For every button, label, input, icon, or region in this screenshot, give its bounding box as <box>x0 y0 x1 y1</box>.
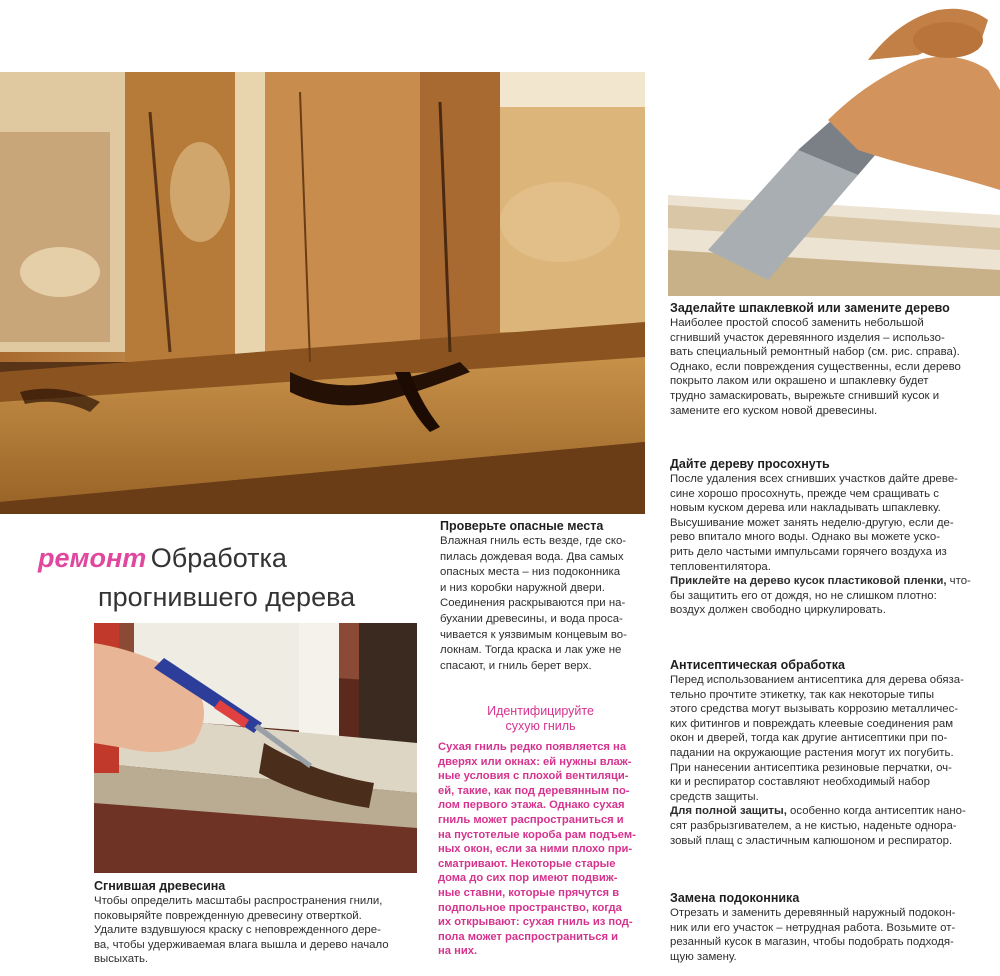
putty-heading: Заделайте шпаклевкой или замените дерево <box>670 301 950 315</box>
check-line: Влажная гниль есть везде, где ско- <box>440 535 627 547</box>
sidebar-body <box>438 740 643 959</box>
dry-line: рево впитало много воды. Однако вы можете уско- <box>670 531 941 544</box>
dry-line: воздух должен свободно циркулировать. <box>670 604 886 617</box>
antiseptic-line: зовый плащ с эластичным капюшоном и респиратор. <box>670 834 953 847</box>
check-section <box>440 518 635 674</box>
sidebar-line: ных окон, если за ними плохо при- <box>438 843 633 856</box>
putty-section <box>670 300 995 418</box>
sidebar-line: на них. <box>438 945 478 958</box>
sidebar-line: лом первого этажа. Однако сухая <box>438 799 625 812</box>
antiseptic-heading: Антисептическая обработка <box>670 658 845 672</box>
check-line: и низ коробки наружной двери. <box>440 581 605 594</box>
check-line: локнам. Тогда краска и лак уже не <box>440 644 622 657</box>
screwdriver-probing-wood-photo <box>94 623 417 873</box>
antiseptic-line: ких фитингов и повреждать клеевые соединения рам <box>670 717 954 730</box>
putty-line: вать специальный ремонтный набор (см. рис. справа). <box>670 346 960 359</box>
rotten-line: Чтобы определить масштабы распространения гнили, <box>94 895 383 907</box>
antiseptic-line: этого средства могут вызывать коррозию металличес- <box>670 703 959 716</box>
sidebar-line: Сухая гниль редко появляется на <box>438 741 627 753</box>
putty-line: Однако, если повреждения существенны, если дерево <box>670 360 961 373</box>
antiseptic-bold-rest: особенно когда антисептик нано- <box>786 805 966 818</box>
rotten-line: высыхать. <box>94 953 149 966</box>
check-heading: Проверьте опасные места <box>440 519 604 533</box>
antiseptic-line: Перед использованием антисептика для дерева обяза- <box>670 674 964 686</box>
dry-line: новым куском дерева или накладывать шпаклевку. <box>670 502 941 515</box>
sidebar-line: дома до сих пор имеют подвиж- <box>438 872 618 885</box>
antiseptic-line: При нанесении антисептика резиновые перчатки, оч- <box>670 761 952 774</box>
check-line: опасных места – низ подоконника <box>440 566 621 579</box>
rotting-window-frame-photo <box>0 72 645 514</box>
antiseptic-body <box>670 673 995 848</box>
dry-bold-lead: Приклейте на дерево кусок пластиковой пленки, <box>670 575 947 588</box>
antiseptic-line: средств защиты. <box>670 790 759 803</box>
dry-line: рить дело частыми импульсами горячего воздуха из <box>670 545 947 558</box>
rotten-line: ва, чтобы удерживаемая влага вышла и дерево начало <box>94 938 389 951</box>
sill-body <box>670 906 995 964</box>
check-line: Соединения раскрываются при на- <box>440 597 626 610</box>
dry-body <box>670 472 995 618</box>
dry-rot-sidebar <box>438 704 643 959</box>
check-body <box>440 534 635 674</box>
sidebar-line: их открывают: сухая гниль из под- <box>438 916 633 929</box>
sidebar-line: пола может распространиться и <box>438 930 619 943</box>
hand-with-scraper-photo <box>668 0 1000 296</box>
antiseptic-line: окон и дверей, тогда как другие антисептики при по- <box>670 732 948 745</box>
antiseptic-section <box>670 657 995 848</box>
sill-line: резанный кусок в магазин, чтобы подобрать подходя- <box>670 936 954 949</box>
sidebar-line: гниль может распространиться и <box>438 813 624 826</box>
title-line2: прогнившего дерева <box>98 582 356 612</box>
putty-line: замените его куском новой древесины. <box>670 404 878 417</box>
antiseptic-line: сят разбрызгивателем, а не кистью, наденьте однора- <box>670 819 957 832</box>
sidebar-title-line1: Идентифицируйте <box>487 704 594 718</box>
sidebar-line: ей, такие, как под деревянным по- <box>438 784 630 797</box>
sidebar-line: на пустотелые короба рам подъем- <box>438 828 636 841</box>
dry-line: сине хорошо просохнуть, прежде чем сращивать с <box>670 487 939 500</box>
dry-heading: Дайте дереву просохнуть <box>670 457 830 471</box>
sill-line: Отрезать и заменить деревянный наружный подокон- <box>670 907 956 919</box>
dry-bold-rest: что- <box>946 575 971 588</box>
rotten-line: Удалите вздувшуюся краску с неповрежденного дере- <box>94 924 381 937</box>
rotten-heading: Сгнившая древесина <box>94 879 226 893</box>
sidebar-line: ные условия с плохой вентиляци- <box>438 770 629 783</box>
putty-body <box>670 316 995 418</box>
check-line: бухании древесины, и вода просa- <box>440 612 623 625</box>
sidebar-line: ные ставни, которые прячутся в <box>438 886 620 899</box>
sidebar-title-line2: сухую гниль <box>505 719 576 733</box>
title-keyword: ремонт <box>38 543 147 573</box>
putty-line: Наиболее простой способ заменить небольшой <box>670 317 924 329</box>
sill-line: ник или его участок – нетрудная работа. Возьмите от- <box>670 921 956 934</box>
sill-heading: Замена подоконника <box>670 891 800 905</box>
antiseptic-line: падании на окружающие растения могут их погубить. <box>670 746 954 759</box>
antiseptic-bold-lead: Для полной защиты, <box>670 805 787 818</box>
dry-section <box>670 456 995 618</box>
rotten-body <box>94 894 424 967</box>
antiseptic-bold-line <box>670 804 995 819</box>
dry-bold-line <box>670 574 995 589</box>
article-title <box>38 541 438 619</box>
check-line: пилась дождевая вода. Два самых <box>440 550 624 563</box>
putty-line: трудно замаскировать, вырежьте сгнивший кусок и <box>670 389 940 402</box>
putty-line: сгнивший участок деревянного изделия – использо- <box>670 331 945 344</box>
dry-line: бы защитить его от дождя, но не слишком плотно: <box>670 589 937 602</box>
sill-section <box>670 890 995 964</box>
check-line: чивается к уязвимым концевым во- <box>440 628 627 641</box>
rotten-section <box>94 878 424 967</box>
antiseptic-line: ки и респиратор составляют необходимый набор <box>670 776 930 789</box>
sill-line: щую замену. <box>670 950 737 963</box>
check-line: спасают, и гниль берет верх. <box>440 659 592 672</box>
title-line1: Обработка <box>150 543 287 573</box>
antiseptic-line: тельно прочтите этикетку, так как некоторые типы <box>670 688 935 701</box>
dry-line: После удаления всех сгнивших участков дайте древе- <box>670 473 958 485</box>
sidebar-line: дверях или окнах: ей нужны влаж- <box>438 755 632 768</box>
dry-line: тепловентилятора. <box>670 560 771 573</box>
putty-line: покрыто лаком или окрашено и шпаклевку будет <box>670 375 929 388</box>
dry-line: Высушивание может занять неделю-другую, если де- <box>670 516 954 529</box>
sidebar-line: подпольное пространство, когда <box>438 901 622 914</box>
rotten-line: поковыряйте поврежденную древесину отверткой. <box>94 909 362 922</box>
sidebar-line: сматривают. Некоторые старые <box>438 857 616 870</box>
